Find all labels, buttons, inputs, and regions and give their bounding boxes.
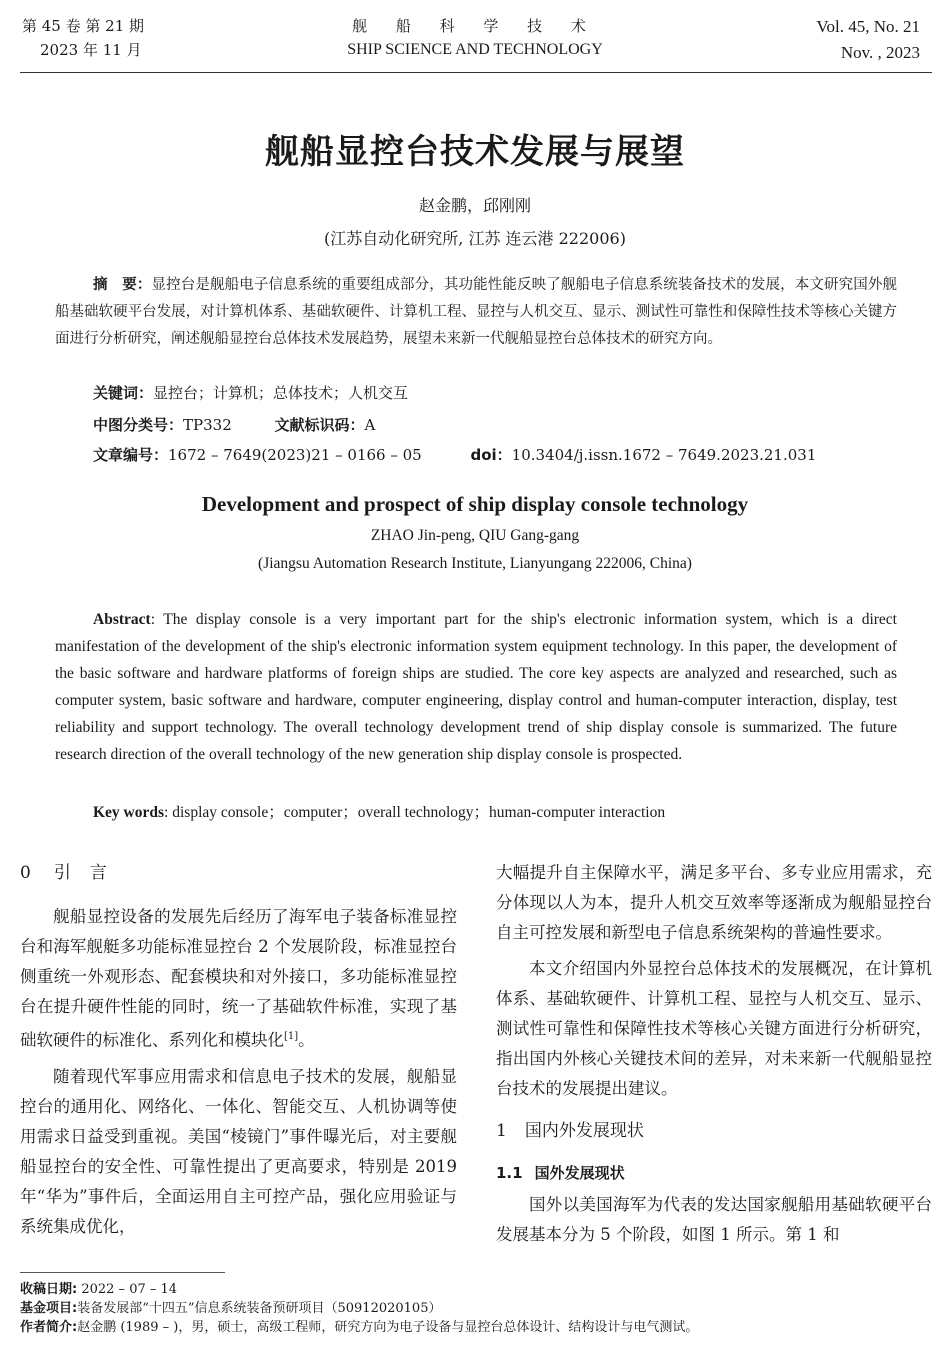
abstract-cn-label: 摘 要： [93, 277, 152, 293]
fund-value: 装备发展部“十四五”信息系统装备预研项目（50912020105） [77, 1301, 442, 1316]
keywords-en-label: Key words [93, 804, 165, 821]
affiliation-en: (Jiangsu Automation Research Institute, Lianyungang 222006, China) [258, 555, 692, 572]
keywords-en-text: : display console；computer；overall technology；human-computer interaction [164, 804, 666, 821]
clc-label: 中图分类号： [93, 416, 184, 434]
section-0-heading [20, 858, 457, 888]
date-cn: 2023 年 11 月 [40, 41, 142, 59]
header-right [816, 14, 920, 66]
received-value: 2022 – 07 – 14 [81, 1282, 178, 1297]
header-rule [20, 72, 932, 73]
paragraph-2-continued: 大幅提升自主保障水平，满足多平台、多专业应用需求，充分体现以人为本，提升人机交互效率等逐渐成为舰船显控台自主可控发展和新型电子信息系统架构的普遍性要求。 [496, 863, 932, 942]
abstract-cn [55, 272, 897, 353]
paragraph-2: 随着现代军事应用需求和信息电子技术的发展，舰船显控台的通用化、网络化、一体化、智能交互、人机协调等使用需求日益受到重视。美国“棱镜门”事件曝光后，对主要舰船显控台的安全性、可靠性提出了更高要求，特别是 2019 年“华为”事件后，全面运用自主可控产品，强化应用验证与系统集成优化， [20, 1066, 457, 1236]
footnote-author [20, 1318, 698, 1337]
subsection-1-1-title: 国外发展现状 [534, 1164, 625, 1182]
footnote-rule [20, 1272, 225, 1273]
paragraph-1-text: 舰船显控设备的发展先后经历了海军电子装备标准显控台和海军舰艇多功能标准显控台 2 个发展阶段，标准显控台侧重统一外观形态、配套模块和对外接口，多功能标准显控台在提升硬件性能的同时，统一了基础软件标准，实现了基础软硬件的标准化、系列化和模块化 [20, 907, 457, 1050]
paragraph-1 [20, 902, 457, 1056]
keywords-cn-text: 显控台；计算机；总体技术；人机交互 [153, 384, 409, 402]
journal-name-cn: 舰 船 科 学 技 术 [352, 17, 598, 35]
volume-en: Vol. 45, No. 21 [816, 17, 920, 36]
section-1-heading [496, 1116, 932, 1146]
author-bio-value: 赵金鹏 (1989 – )，男，硕士，高级工程师，研究方向为电子设备与显控台总体设计、结构设计与电气测试。 [77, 1320, 699, 1335]
authors-cn: 赵金鹏，邱刚刚 [418, 196, 531, 215]
section-1-title: 国内外发展现状 [524, 1121, 644, 1141]
doi-label: doi： [470, 446, 512, 464]
doc-code-label: 文献标识码： [274, 416, 365, 434]
received-label: 收稿日期: [20, 1282, 78, 1297]
header-center [0, 14, 950, 62]
paragraph-4: 国外以美国海军为代表的发达国家舰船用基础软硬平台发展基本分为 5 个阶段，如图 1 所示。第 1 和 [496, 1195, 932, 1244]
section-0-number: 0 [20, 863, 32, 883]
subsection-1-1-heading [496, 1158, 932, 1188]
article-no-value: 1672 – 7649(2023)21 – 0166 – 05 [168, 446, 422, 464]
volume-cn: 第 45 卷 第 21 期 [22, 17, 145, 35]
body-right-column [496, 858, 932, 1250]
abstract-en-text: : The display console is a very important part for the ship's electronic information system, which is a direct manifestation of the development of the ship's electronic information system equipment technology. In this paper, the development of the basic software and hardware platforms of foreign ships are studied. The core key aspects are analyzed and researched, such as computer system, basic software and hardware, computer engineering, display control and human-computer interaction, display, test reliability and support technology. The overall technology development trend of ship display console is summarized. The future research direction of the overall technology of the new generation ship display console is prospected. [55, 611, 897, 763]
subsection-1-1-number: 1.1 [496, 1164, 523, 1182]
paragraph-3: 本文介绍国内外显控台总体技术的发展概况，在计算机体系、基础软硬件、计算机工程、显控与人机交互、显示、测试性可靠性和保障性技术等核心关键方面进行分析研究，指出国内外核心关键技术间的差异，对未来新一代舰船显控台技术的发展提出建议。 [496, 959, 932, 1098]
section-0-title: 引 言 [53, 863, 108, 883]
keywords-cn-label: 关键词： [93, 384, 154, 402]
fund-label: 基金项目: [20, 1301, 78, 1316]
paper-title-en: Development and prospect of ship display console technology [201, 492, 749, 516]
paragraph-1-end: 。 [298, 1030, 315, 1050]
classification-row [93, 414, 375, 435]
affiliation-cn: (江苏自动化研究所, 江苏 连云港 222006) [324, 229, 626, 248]
keywords-cn [93, 382, 408, 403]
citation-1: [1] [284, 1031, 299, 1042]
article-number-row [93, 444, 816, 465]
date-en: Nov. , 2023 [840, 43, 920, 62]
paper-title-cn: 舰船显控台技术发展与展望 [265, 132, 685, 172]
abstract-en [55, 606, 897, 768]
body-left-column [20, 858, 457, 1242]
doi-value: 10.3404/j.issn.1672 – 7649.2023.21.031 [511, 446, 817, 464]
authors-en: ZHAO Jin-peng, QIU Gang-gang [370, 527, 580, 544]
clc-value: TP332 [183, 416, 232, 434]
keywords-en [93, 800, 665, 822]
abstract-cn-text: 显控台是舰船电子信息系统的重要组成部分，其功能性能反映了舰船电子信息系统装备技术的发展，本文研究国外舰船基础软硬平台发展，对计算机体系、基础软硬件、计算机工程、显控与人机交互、显示、测试性可靠性和保障性技术等核心关键方面进行分析研究，阐述舰船显控台总体技术发展趋势，展望未来新一代舰船显控台总体技术的研究方向。 [55, 277, 897, 347]
article-no-label: 文章编号： [93, 446, 169, 464]
journal-name-en: SHIP SCIENCE AND TECHNOLOGY [347, 41, 603, 58]
footnote-received [20, 1280, 177, 1299]
author-bio-label: 作者简介: [20, 1320, 78, 1335]
doc-code-value: A [364, 416, 376, 434]
footnote-fund [20, 1299, 441, 1318]
section-1-number: 1 [496, 1121, 507, 1141]
abstract-en-label: Abstract [93, 611, 151, 628]
